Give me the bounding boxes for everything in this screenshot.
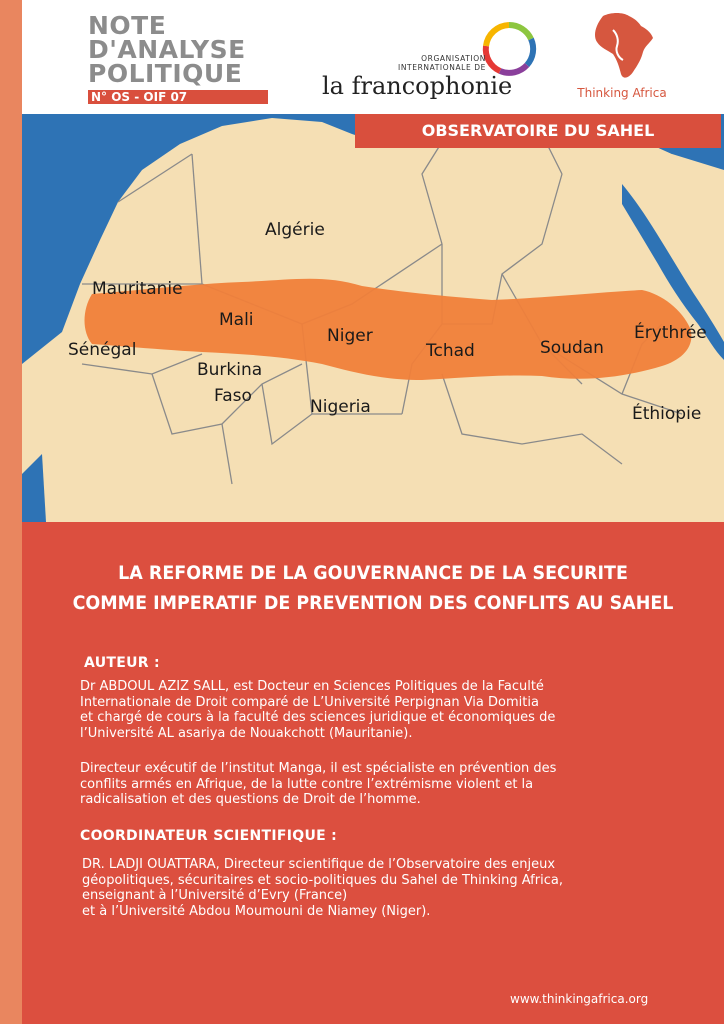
left-accent-bar bbox=[0, 0, 22, 1024]
oif-small-line: ORGANISATION bbox=[421, 54, 486, 63]
thinking-africa-name: Thinking Africa bbox=[577, 86, 667, 100]
author-bio bbox=[80, 679, 555, 741]
map-label-tchad: Tchad bbox=[426, 341, 475, 361]
content-panel bbox=[22, 522, 724, 1024]
note-number-badge: N° OS - OIF 07 bbox=[88, 90, 268, 104]
author-role bbox=[80, 761, 556, 808]
sahel-map bbox=[22, 114, 724, 522]
map-label-mali: Mali bbox=[219, 310, 254, 330]
note-title-line: POLITIQUE bbox=[88, 59, 243, 88]
document-title bbox=[50, 558, 696, 618]
oif-small-text bbox=[356, 54, 486, 72]
author-bio-line: et chargé de cours à la faculté des sciences juridique et économiques de bbox=[80, 710, 556, 725]
observatoire-banner: OBSERVATOIRE DU SAHEL bbox=[355, 114, 721, 148]
map-graphic bbox=[22, 114, 724, 522]
coordinator-bio bbox=[82, 857, 563, 919]
note-title bbox=[88, 11, 278, 88]
note-title-line: NOTE bbox=[88, 11, 167, 40]
coordinator-line: DR. LADJI OUATTARA, Directeur scientifique de l’Observatoire des enjeux bbox=[82, 857, 556, 872]
author-label: AUTEUR : bbox=[84, 655, 160, 671]
website-link[interactable]: www.thinkingafrica.org bbox=[510, 992, 649, 1006]
map-label-nigeria: Nigeria bbox=[310, 397, 371, 417]
header bbox=[22, 0, 724, 114]
map-label-senegal: Sénégal bbox=[68, 340, 137, 360]
title-line: LA REFORME DE LA GOUVERNANCE DE LA SECURITE bbox=[118, 562, 628, 584]
oif-name: la francophonie bbox=[322, 72, 513, 100]
coordinator-line: et à l’Université Abdou Moumouni de Niamey (Niger). bbox=[82, 903, 431, 919]
note-title-line: D'ANALYSE bbox=[88, 35, 246, 64]
thinking-africa-logo bbox=[567, 8, 677, 104]
map-label-erythree: Érythrée bbox=[634, 323, 707, 343]
author-role-line: radicalisation et des questions de Droit de l’homme. bbox=[80, 792, 421, 807]
map-label-burkina: Burkina bbox=[197, 360, 263, 380]
map-label-ethiopie: Éthiopie bbox=[632, 404, 702, 424]
francophonie-logo bbox=[322, 16, 542, 102]
author-bio-line: Dr ABDOUL AZIZ SALL, est Docteur en Sciences Politiques de la Faculté bbox=[80, 679, 544, 694]
title-line: COMME IMPERATIF DE PREVENTION DES CONFLITS AU SAHEL bbox=[72, 592, 674, 614]
francophonie-ring-icon bbox=[480, 20, 538, 78]
coordinator-line: enseignant à l’Université d’Evry (France) bbox=[82, 888, 348, 903]
africa-silhouette-icon bbox=[567, 8, 677, 86]
coordinator-line: géopolitiques, sécuritaires et socio-politiques du Sahel de Thinking Africa, bbox=[82, 872, 563, 888]
author-bio-line: Internationale de Droit comparé de L’Université Perpignan Via Domitia bbox=[80, 694, 539, 710]
map-label-mauritanie: Mauritanie bbox=[92, 279, 183, 299]
author-role-line: conflits armés en Afrique, de la lutte contre l’extrémisme violent et la bbox=[80, 776, 534, 792]
map-label-algerie: Algérie bbox=[265, 220, 325, 240]
map-label-faso: Faso bbox=[214, 386, 252, 406]
coordinator-label: COORDINATEUR SCIENTIFIQUE : bbox=[80, 828, 338, 844]
map-label-soudan: Soudan bbox=[540, 338, 604, 358]
map-label-niger: Niger bbox=[327, 326, 373, 346]
oif-small-line: INTERNATIONALE DE bbox=[398, 63, 486, 72]
author-role-line: Directeur exécutif de l’institut Manga, il est spécialiste en prévention des bbox=[80, 761, 557, 776]
author-bio-line: l’Université AL asariya de Nouakchott (Mauritanie). bbox=[80, 725, 413, 741]
